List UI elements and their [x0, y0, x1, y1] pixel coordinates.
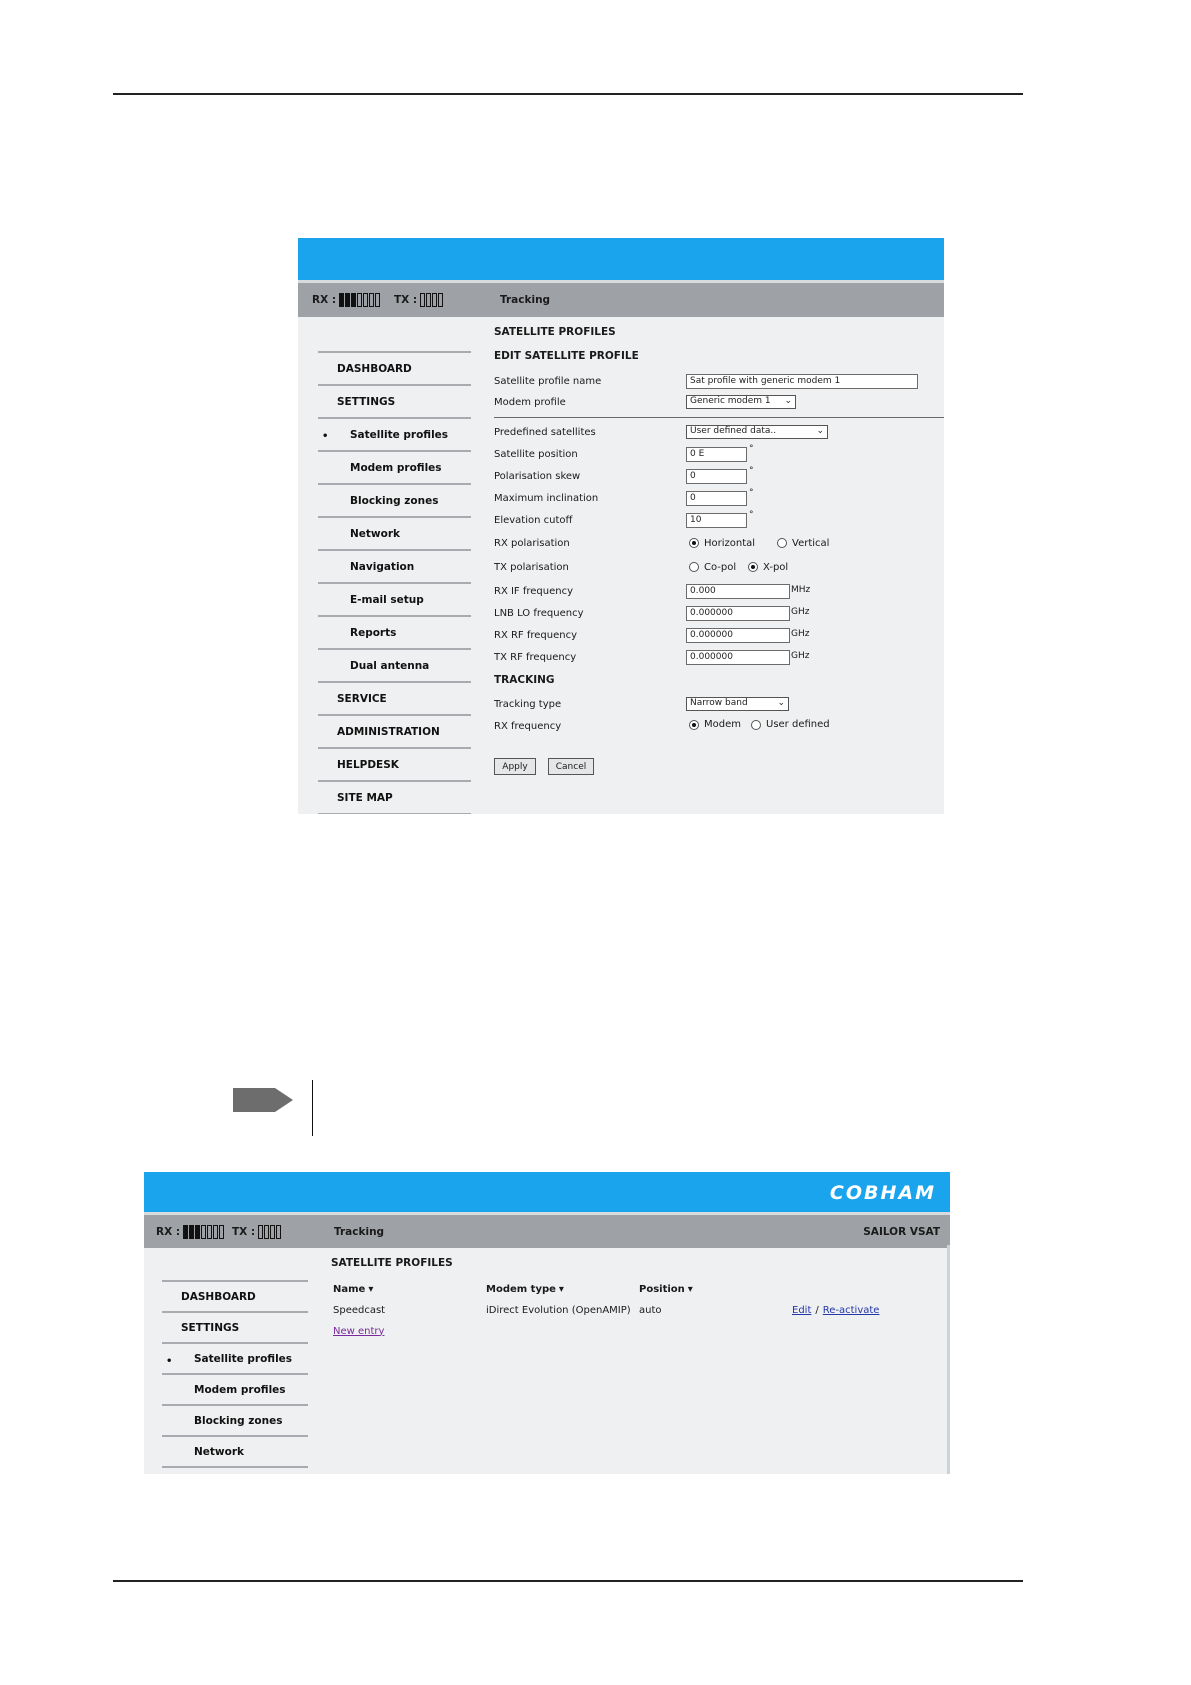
tx-rf-unit: GHz [791, 651, 810, 661]
apply-button[interactable]: Apply [494, 758, 536, 775]
signal-bar [276, 1225, 281, 1239]
lnb-lo-input[interactable]: 0.000000 [686, 606, 790, 621]
sidebar-item-satellite-profiles[interactable] [162, 1344, 308, 1375]
rx-polarisation-row [494, 533, 944, 553]
signal-bar [207, 1225, 212, 1239]
signal-bar [420, 293, 425, 307]
product-name: SAILOR VSAT [863, 1225, 940, 1238]
dropdown-caret-icon: ⌄ [784, 396, 792, 406]
section-title: SATELLITE PROFILES [494, 326, 616, 338]
tx-signal [394, 283, 443, 317]
degree-unit: ° [749, 488, 754, 498]
table-cell-name: Speedcast [333, 1304, 386, 1316]
edit-profile-form [494, 314, 944, 814]
header-banner [298, 238, 944, 280]
signal-bar [195, 1225, 200, 1239]
signal-bars-icon [258, 1225, 281, 1239]
rx-rf-row [494, 625, 944, 645]
predefined-row [494, 422, 944, 442]
tx-signal [232, 1215, 281, 1248]
column-position-label: Position [639, 1283, 685, 1295]
tx-pol-copol-option[interactable] [689, 562, 736, 573]
table-row-actions [792, 1300, 879, 1320]
tx-label: TX : [232, 1225, 256, 1238]
sidebar-item-site-map[interactable] [318, 782, 471, 814]
page-top-rule [113, 93, 1023, 95]
column-name-label: Name [333, 1283, 366, 1295]
tx-pol-xpol-option[interactable] [748, 562, 788, 573]
sidebar-item-administration[interactable] [318, 716, 471, 749]
sidebar-item-label: DASHBOARD [337, 362, 412, 375]
degree-unit: ° [749, 444, 754, 454]
sidebar-item-label: Reports [350, 626, 397, 639]
elevation-cutoff-row [494, 510, 944, 530]
pol-skew-row [494, 466, 944, 486]
rx-signal [312, 283, 380, 317]
signal-bar [339, 293, 344, 307]
column-modem-type-label: Modem type [486, 1283, 556, 1295]
sidebar-item-settings[interactable] [162, 1313, 308, 1344]
rx-frequency-label: RX frequency [494, 720, 562, 732]
rx-if-row [494, 581, 944, 601]
tracking-type-select[interactable] [686, 697, 789, 711]
sidebar-item-modem-profiles[interactable] [318, 452, 471, 485]
sort-arrow-icon: ▾ [558, 1283, 564, 1295]
sidebar-item-dashboard[interactable] [162, 1282, 308, 1313]
sidebar-item-modem-profiles[interactable] [162, 1375, 308, 1406]
elevation-cutoff-input[interactable]: 10 [686, 513, 747, 528]
predefined-select[interactable] [686, 425, 828, 439]
rx-freq-user-defined-label: User defined [766, 719, 830, 730]
rx-freq-user-defined-option[interactable] [751, 719, 830, 730]
active-marker: • [166, 1356, 173, 1367]
form-divider [494, 417, 944, 418]
tracking-title: TRACKING [494, 674, 555, 686]
sidebar-item-label: Network [194, 1445, 245, 1458]
rx-label: RX : [156, 1225, 181, 1238]
column-position-header[interactable] [639, 1279, 693, 1299]
sidebar-item-label: SETTINGS [181, 1321, 240, 1334]
sidebar-item-dual-antenna[interactable] [318, 650, 471, 683]
tracking-status: Tracking [334, 1225, 385, 1238]
edit-satellite-profile-screen [298, 238, 944, 814]
rx-rf-input[interactable]: 0.000000 [686, 628, 790, 643]
signal-bar [357, 293, 362, 307]
rx-pol-vertical-label: Vertical [792, 537, 830, 549]
max-inclination-row [494, 488, 944, 508]
profile-name-row [494, 371, 944, 391]
predefined-value: User defined data.. [690, 426, 777, 436]
tx-pol-xpol-label: X-pol [763, 561, 789, 573]
rx-freq-modem-label: Modem [704, 719, 741, 730]
tx-label: TX : [394, 294, 418, 306]
sidebar-item-network[interactable] [162, 1437, 308, 1468]
sidebar-item-label: HELPDESK [337, 758, 399, 771]
tx-rf-input[interactable]: 0.000000 [686, 650, 790, 665]
status-bar [144, 1212, 950, 1248]
tx-pol-copol-label: Co-pol [704, 561, 737, 573]
cancel-button[interactable]: Cancel [548, 758, 594, 775]
edit-link[interactable]: Edit [792, 1304, 812, 1316]
sidebar-item-label: SITE MAP [337, 791, 393, 804]
pol-skew-label: Polarisation skew [494, 470, 581, 482]
action-separator: / [815, 1304, 819, 1316]
sidebar-item-service[interactable] [318, 683, 471, 716]
tracking-type-value: Narrow band [690, 698, 748, 708]
signal-bar [345, 293, 350, 307]
signal-bars-icon [420, 293, 443, 307]
modem-profile-value: Generic modem 1 [690, 396, 771, 406]
subsection-title: EDIT SATELLITE PROFILE [494, 350, 639, 362]
signal-bar [201, 1225, 206, 1239]
rx-pol-vertical-option[interactable] [777, 538, 829, 549]
sidebar-item-label: Navigation [350, 560, 415, 573]
sidebar-item-blocking-zones[interactable] [162, 1406, 308, 1437]
modem-profile-label: Modem profile [494, 396, 566, 408]
satellite-profiles-list-screen [144, 1172, 950, 1474]
rx-label: RX : [312, 294, 337, 306]
sidebar-item-label: DASHBOARD [181, 1290, 256, 1303]
signal-bar [369, 293, 374, 307]
dropdown-caret-icon: ⌄ [777, 698, 785, 708]
radio-button-icon[interactable] [689, 562, 699, 572]
page-bottom-rule [113, 1580, 1023, 1582]
rx-pol-horizontal-label: Horizontal [704, 537, 756, 549]
rx-polarisation-label: RX polarisation [494, 537, 570, 549]
max-inclination-input[interactable]: 0 [686, 491, 747, 506]
sort-arrow-icon: ▾ [687, 1283, 693, 1295]
elevation-cutoff-label: Elevation cutoff [494, 514, 573, 526]
reactivate-link[interactable]: Re-activate [822, 1304, 880, 1316]
rx-pol-horizontal-option[interactable] [689, 538, 755, 549]
signal-bar [258, 1225, 263, 1239]
lnb-lo-label: LNB LO frequency [494, 607, 584, 619]
sidebar-item-label: Modem profiles [194, 1383, 286, 1396]
sidebar-item-label: Blocking zones [350, 494, 439, 507]
sidebar-item-blocking-zones[interactable] [318, 485, 471, 518]
sidebar-nav [318, 320, 471, 814]
profile-name-input[interactable]: Sat profile with generic modem 1 [686, 374, 918, 389]
signal-bars-icon [339, 293, 380, 307]
nav-spacer [318, 320, 471, 353]
sort-arrow-icon: ▾ [368, 1283, 374, 1295]
table-cell-modem-type: iDirect Evolution (OpenAMIP) [486, 1304, 631, 1316]
tx-rf-label: TX RF frequency [494, 651, 577, 663]
signal-bar [264, 1225, 269, 1239]
sidebar-item-label: ADMINISTRATION [337, 725, 440, 738]
degree-unit: ° [749, 510, 754, 520]
table-cell-position: auto [639, 1304, 662, 1316]
signal-bar [183, 1225, 188, 1239]
radio-button-icon[interactable] [689, 538, 699, 548]
modem-profile-row [494, 392, 944, 412]
active-marker: • [322, 431, 329, 442]
sidebar-item-label: Modem profiles [350, 461, 442, 474]
tx-rf-row [494, 647, 944, 667]
sidebar-item-label: SERVICE [337, 692, 387, 705]
panel-edge [947, 1245, 950, 1474]
header-banner [144, 1172, 950, 1212]
note-divider [312, 1080, 313, 1136]
tx-polarisation-row [494, 557, 944, 577]
note-arrow-icon [233, 1088, 293, 1112]
status-bar [298, 280, 944, 317]
sidebar-item-settings[interactable] [318, 386, 471, 419]
sidebar-item-dashboard[interactable] [318, 353, 471, 386]
signal-bar [426, 293, 431, 307]
rx-frequency-row [494, 716, 944, 736]
sidebar-item-label: Blocking zones [194, 1414, 283, 1427]
pol-skew-input[interactable]: 0 [686, 469, 747, 484]
modem-profile-select[interactable] [686, 395, 796, 409]
sidebar-item-helpdesk[interactable] [318, 749, 471, 782]
sidebar-item-label: Satellite profiles [194, 1352, 293, 1365]
signal-bar [213, 1225, 218, 1239]
sidebar-item-reports[interactable] [318, 617, 471, 650]
tracking-type-row [494, 694, 944, 714]
profile-name-label: Satellite profile name [494, 375, 602, 387]
sat-position-label: Satellite position [494, 448, 578, 460]
max-inclination-label: Maximum inclination [494, 492, 599, 504]
new-entry-link[interactable]: New entry [333, 1325, 385, 1337]
lnb-lo-unit: GHz [791, 607, 810, 617]
radio-button-icon[interactable] [689, 720, 699, 730]
sat-position-row [494, 444, 944, 464]
new-entry-row [333, 1321, 384, 1341]
sidebar-item-label: Satellite profiles [350, 428, 449, 441]
signal-bar [270, 1225, 275, 1239]
sidebar-item-satellite-profiles[interactable] [318, 419, 471, 452]
sidebar-item-navigation[interactable] [318, 551, 471, 584]
tx-polarisation-label: TX polarisation [494, 561, 569, 573]
rx-if-unit: MHz [791, 585, 811, 595]
rx-if-label: RX IF frequency [494, 585, 574, 597]
signal-bar [363, 293, 368, 307]
signal-bar [189, 1225, 194, 1239]
signal-bars-icon [183, 1225, 224, 1239]
rx-signal [156, 1215, 224, 1248]
signal-bar [351, 293, 356, 307]
degree-unit: ° [749, 466, 754, 476]
signal-bar [375, 293, 380, 307]
sidebar-nav [162, 1249, 308, 1468]
sidebar-item-label: Dual antenna [350, 659, 430, 672]
radio-button-icon[interactable] [751, 720, 761, 730]
rx-if-input[interactable]: 0.000 [686, 584, 790, 599]
lnb-lo-row [494, 603, 944, 623]
sidebar-item-e-mail-setup[interactable] [318, 584, 471, 617]
sidebar-item-label: SETTINGS [337, 395, 396, 408]
section-title: SATELLITE PROFILES [331, 1257, 453, 1269]
tracking-type-label: Tracking type [494, 698, 562, 710]
predefined-label: Predefined satellites [494, 426, 596, 438]
sidebar-item-label: E-mail setup [350, 593, 424, 606]
sidebar-item-network[interactable] [318, 518, 471, 551]
rx-rf-unit: GHz [791, 629, 810, 639]
nav-spacer [162, 1249, 308, 1282]
signal-bar [432, 293, 437, 307]
dropdown-caret-icon: ⌄ [816, 426, 824, 436]
rx-rf-label: RX RF frequency [494, 629, 578, 641]
column-modem-type-header[interactable] [486, 1279, 564, 1299]
column-name-header[interactable] [333, 1279, 373, 1299]
radio-button-icon[interactable] [748, 562, 758, 572]
radio-button-icon[interactable] [777, 538, 787, 548]
cobham-logo: COBHAM [829, 1182, 936, 1204]
tracking-status: Tracking [500, 294, 551, 306]
satellite-profiles-table [331, 1245, 931, 1465]
sidebar-item-label: Network [350, 527, 401, 540]
signal-bar [219, 1225, 224, 1239]
signal-bar [438, 293, 443, 307]
rx-freq-modem-option[interactable] [689, 719, 741, 730]
sat-position-input[interactable]: 0 E [686, 447, 747, 462]
